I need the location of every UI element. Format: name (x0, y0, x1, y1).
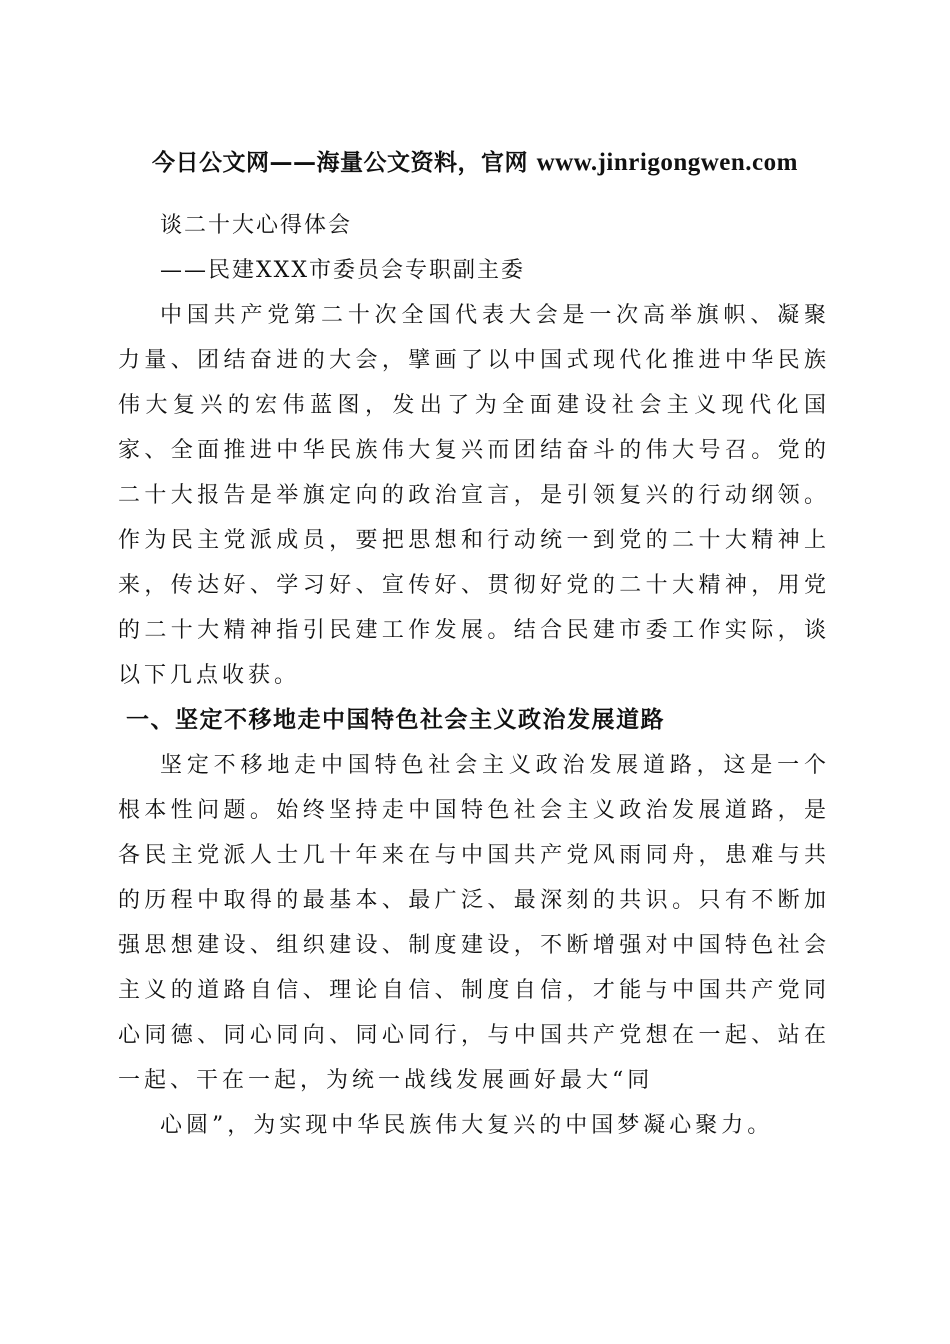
author-line: ——民建XXX市委员会专职副主委 (160, 258, 525, 283)
document-body (118, 203, 830, 1148)
site-url[interactable]: www.jinrigongwen.com (536, 149, 798, 176)
section-paragraph-continuation: 心圆”，为实现中华民族伟大复兴的中国梦凝心聚力。 (160, 1113, 774, 1138)
page-header (0, 143, 950, 183)
section-paragraph: 坚定不移地走中国特色社会主义政治发展道路，这是一个根本性问题。始终坚持走中国特色社会主义政治发展道路，是各民主党派人士几十年来在与中国共产党风雨同舟，患难与共的历程中取得的最基本、最广泛、最深刻的共识。只有不断加强思想建设、组织建设、制度建设，不断增强对中国特色社会主义的道路自信、理论自信、制度自信，才能与中国共产党同心同德、同心同向、同心同行，与中国共产党想在一起、站在一起、干在一起，为统一战线发展画好最大“同 (118, 753, 830, 1093)
site-name: 今日公文网——海量公文资料，官网 (152, 150, 537, 176)
intro-paragraph: 中国共产党第二十次全国代表大会是一次高举旗帜、凝聚力量、团结奋进的大会，擘画了以中国式现代化推进中华民族伟大复兴的宏伟蓝图，发出了为全面建设社会主义现代化国家、全面推进中华民族伟大复兴而团结奋斗的伟大号召。党的二十大报告是举旗定向的政治宣言，是引领复兴的行动纲领。作为民主党派成员，要把思想和行动统一到党的二十大精神上来，传达好、学习好、宣传好、贯彻好党的二十大精神，用党的二十大精神指引民建工作发展。结合民建市委工作实际，谈以下几点收获。 (118, 303, 830, 688)
document-title: 谈二十大心得体会 (160, 213, 353, 238)
section-heading: 一、坚定不移地走中国特色社会主义政治发展道路 (126, 707, 665, 733)
